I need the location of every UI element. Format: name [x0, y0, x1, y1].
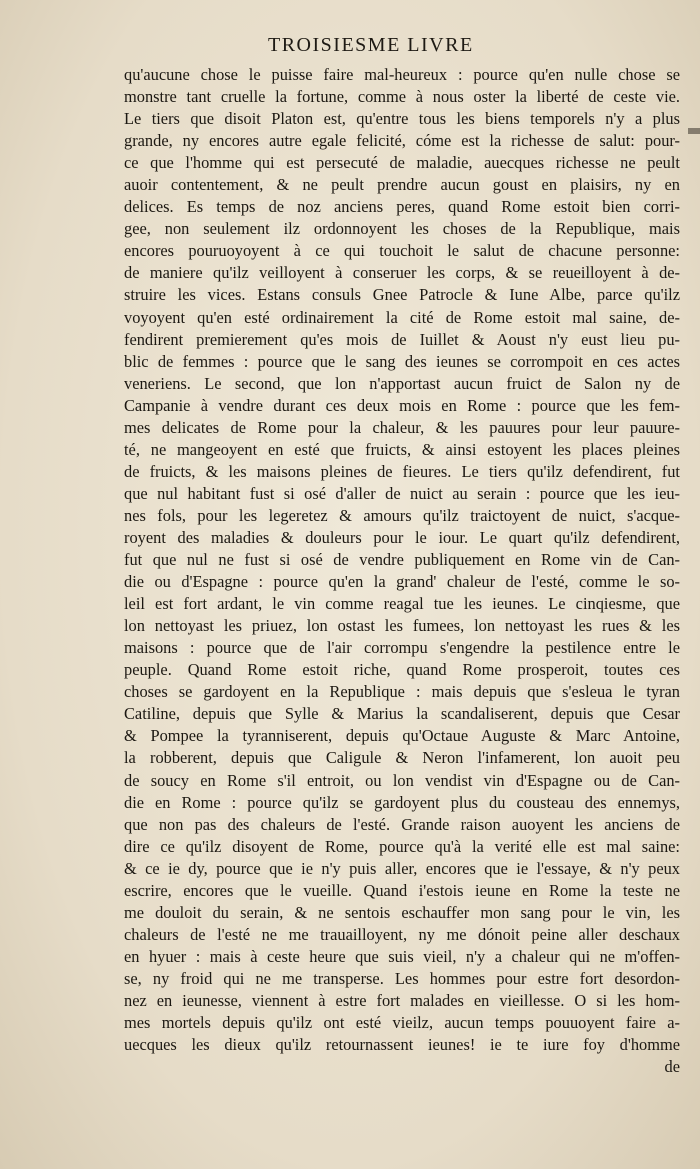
text-line: fendirent premierement qu'es mois de Iuillet & Aoust n'y eust lieu pu- [124, 329, 680, 349]
catchword: de [664, 1057, 680, 1077]
text-line: Campanie à vendre durant ces deux mois en Rome : pource que les fem- [124, 395, 680, 415]
text-line: chaleurs de l'esté ne me trauailloyent, ny me dónoit peine aller deschaux [124, 924, 680, 944]
text-line: de fruicts, & les maisons pleines de fieures. Le tiers qu'ilz defendirent, fut [124, 461, 680, 481]
text-line: struire les vices. Estans consuls Gnee Patrocle & Iune Albe, parce qu'ilz [124, 285, 680, 305]
text-line: monstre tant cruelle la fortune, comme à nous oster la liberté de ceste vie. [124, 87, 680, 107]
text-line: Le tiers que disoit Platon est, qu'entre tous les biens temporels n'y a plus [124, 109, 680, 129]
text-line: la robberent, depuis que Caligule & Neron l'infamerent, lon auoit peu [124, 748, 680, 768]
text-line: delices. Es temps de noz anciens peres, quand Rome estoit bien corri- [124, 197, 680, 217]
text-line: Catiline, depuis que Sylle & Marius la scandaliserent, depuis que Cesar [124, 704, 680, 724]
text-line: me douloit du serain, & ne sentois eschauffer mon sang pour le vin, les [124, 902, 680, 922]
text-line: & ce ie dy, pource que ie n'y puis aller, encores que ie l'essaye, & n'y peux [124, 858, 680, 878]
text-line: nes fols, pour les legeretez & amours qu'ilz traictoyent de nuict, s'acque- [124, 505, 680, 525]
text-line: dire ce qu'ilz disoyent de Rome, pource qu'à la verité elle est mal saine: [124, 836, 680, 856]
text-line: leil est fort ardant, le vin comme reagal tue les ieunes. Le cinqiesme, que [124, 594, 680, 614]
text-line: die en Rome : pource qu'ilz se gardoyent plus du cousteau des ennemys, [124, 792, 680, 812]
edge-mark [688, 128, 700, 134]
text-line: lon nettoyast les priuez, lon ostast les fumees, lon nettoyast les rues & les [124, 616, 680, 636]
text-line: té, ne mangeoyent en esté que fruicts, & ainsi estoyent les places pleines [124, 439, 680, 459]
text-line: que nul habitant fust si osé d'aller de nuict au serain : pource que les ieu- [124, 483, 680, 503]
text-line: die ou d'Espagne : pource qu'en la grand' chaleur de l'esté, comme le so- [124, 572, 680, 592]
text-line: ce que l'homme qui est persecuté de maladie, auecques richesse ne peult [124, 153, 680, 173]
text-line: grande, ny encores autre egale felicité, cóme est la richesse de salut: pour- [124, 131, 680, 151]
text-line: peuple. Quand Rome estoit riche, quand Rome prosperoit, toutes ces [124, 660, 680, 680]
text-line: de soucy en Rome s'il entroit, ou lon vendist vin d'Espagne ou de Can- [124, 770, 680, 790]
text-line: veneriens. Le second, que lon n'apportast aucun fruict de Salon ny de [124, 373, 680, 393]
text-line: royent des maladies & douleurs pour le iour. Le quart qu'ilz defendirent, [124, 527, 680, 547]
text-line: gee, non seulement ilz ordonnoyent les choses de la Republique, mais [124, 219, 680, 239]
text-line: de maniere qu'ilz veilloyent à conseruer les corps, & se reueilloyent à de- [124, 263, 680, 283]
text-line: mes delicates de Rome pour la chaleur, & les pauures pour leur pauure- [124, 417, 680, 437]
text-line: encores pouruoyoyent à ce qui touchoit le salut de chacune personne: [124, 241, 680, 261]
text-line: nez en ieunesse, viennent à estre fort malades en vieillesse. O si les hom- [124, 990, 680, 1010]
text-line: uecques les dieux qu'ilz retournassent ieunes! ie te iure foy d'homme [124, 1035, 680, 1055]
text-line: maisons : pource que de l'air corrompu s'engendre la pestilence entre le [124, 638, 680, 658]
text-line: se, ny froid qui ne me transperse. Les hommes pour estre fort desordon- [124, 968, 680, 988]
body-text [124, 64, 680, 1078]
text-line: auoir contentement, & ne peult prendre aucun goust en plaisirs, ny en [124, 175, 680, 195]
text-line: escrire, encores que le vueille. Quand i'estois ieune en Rome la teste ne [124, 880, 680, 900]
text-line: en hyuer : mais à ceste heure que suis vieil, n'y a chaleur qui ne m'offen- [124, 946, 680, 966]
text-line: mes mortels depuis qu'ilz ont esté vieilz, aucun temps pouuoyent faire a- [124, 1013, 680, 1033]
running-head: TROISIESME LIVRE [268, 34, 474, 56]
text-line: voyoyent qu'en esté ordinairement la cité de Rome estoit mal saine, de- [124, 307, 680, 327]
text-line: & Pompee la tyranniserent, depuis qu'Octaue Auguste & Marc Antoine, [124, 726, 680, 746]
text-line: fut que nul ne fust si osé de vendre publiquement en Rome vin de Can- [124, 550, 680, 570]
text-line: choses se gardoyent en la Republique : mais depuis que s'esleua le tyran [124, 682, 680, 702]
text-line: que non pas des chaleurs de l'esté. Grande raison auoyent les anciens de [124, 814, 680, 834]
text-line: blic de femmes : pource que le sang des ieunes se corrompoit en ces actes [124, 351, 680, 371]
text-line: qu'aucune chose le puisse faire mal-heureux : pource qu'en nulle chose se [124, 65, 680, 84]
